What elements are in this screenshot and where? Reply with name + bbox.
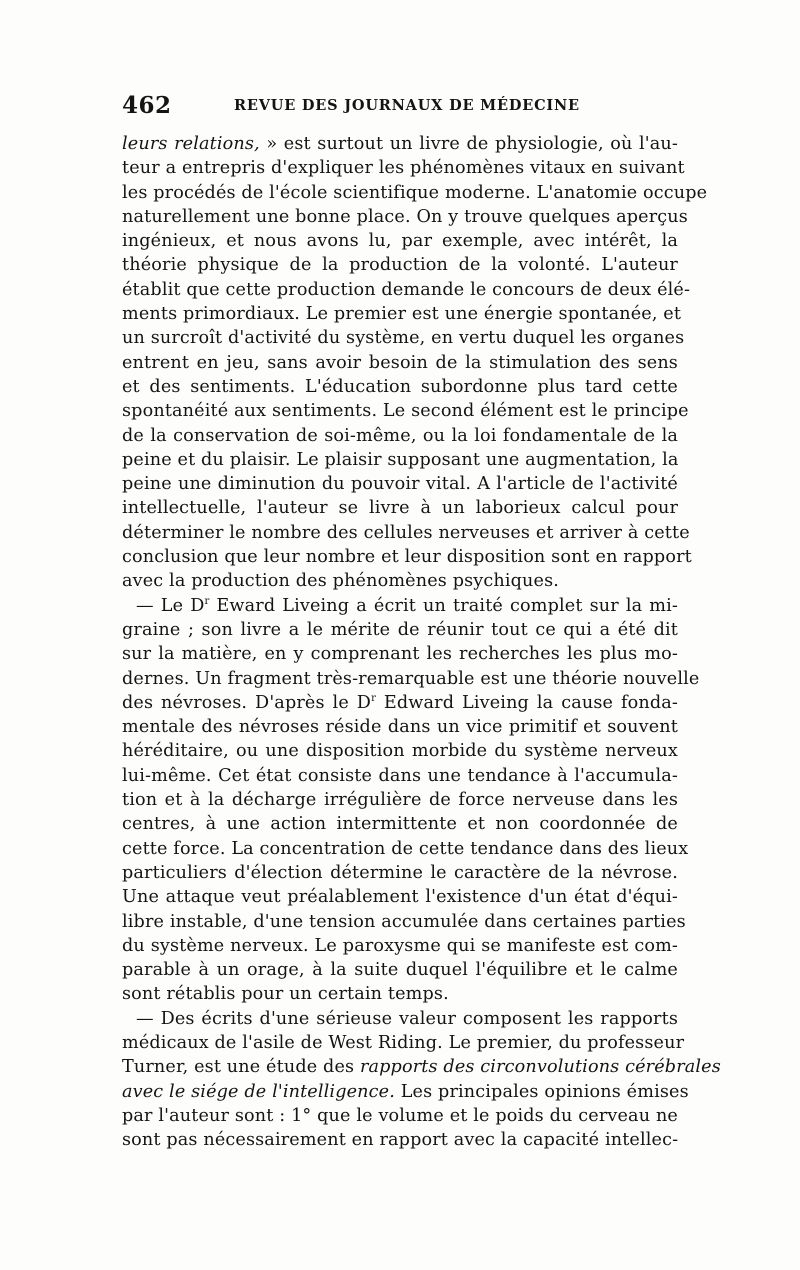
text-span: lui-même. Cet état consiste dans une tendance à l'accumula- [122,765,678,786]
text-span: conclusion que leur nombre et leur disposition sont en rapport [122,547,692,568]
text-line [122,667,700,691]
text-span: tion et à la décharge irrégulière de force nerveuse dans les [122,790,678,811]
text-span: entrent en jeu, sans avoir besoin de la stimulation des sens [122,352,678,373]
text-line [122,1031,685,1055]
text-span: par l'auteur sont : 1° que le volume et le poids du cerveau ne [122,1105,678,1126]
text-span: Edward Liveing la cause fonda- [376,692,678,713]
text-span: Les principales opinions émises [394,1081,689,1102]
text-span: médicaux de l'asile de West Riding. Le premier, du professeur [122,1032,685,1053]
text-line [122,302,682,326]
text-span: ments primordiaux. Le premier est une énergie spontanée, et [122,304,682,325]
text-line [122,351,678,375]
paragraph [122,1007,721,1153]
text-line [122,1055,721,1079]
text-line [122,521,690,545]
text-line [122,375,678,399]
text-line [122,715,678,739]
text-span: du système nerveux. Le paroxysme qui se manifeste est com- [122,935,678,956]
text-span: peine une diminution du pouvoir vital. A l'article de l'activité [122,474,678,495]
running-head [122,92,678,122]
text-line [122,1007,678,1031]
text-line [122,691,678,715]
text-line [122,982,678,1006]
text-line [122,156,685,180]
text-span: — Des écrits d'une sérieuse valeur composent les rapports [136,1008,678,1029]
text-line [122,885,678,909]
text-line [122,1080,689,1104]
text-line [122,229,678,253]
text-line [122,618,678,642]
text-line [122,496,678,520]
text-span: graine ; son livre a le mérite de réunir tout ce qui a été dit [122,619,678,640]
text-line [122,181,708,205]
text-line [122,569,678,593]
text-span: ingénieux, et nous avons lu, par exemple, avec intérêt, la [122,231,678,252]
text-line [122,837,689,861]
text-span: centres, à une action intermittente et non coordonnée de [122,814,678,835]
text-line [122,1128,678,1152]
text-span: particuliers d'élection détermine le caractère de la névrose. [122,862,678,883]
text-line [122,132,678,156]
text-span: Eward Liveing a écrit un traité complet sur la mi- [209,595,678,616]
text-span: établit que cette production demande le concours de deux élé- [122,279,691,300]
text-line [122,472,678,496]
text-line [122,739,678,763]
text-span: naturellement une bonne place. On y trouve quelques aperçus [122,206,688,227]
text-span: parable à un orage, à la suite duquel l'équilibre et le calme [122,960,678,981]
body-text [122,132,721,1152]
text-line [122,861,678,885]
text-line [122,205,688,229]
paragraph [122,594,700,1007]
text-line [122,278,691,302]
text-span: héréditaire, ou une disposition morbide du système nerveux [122,741,678,762]
text-span: Turner, est une étude des [122,1057,360,1078]
text-span: avec la production des phénomènes psychiques. [122,571,560,592]
running-title: REVUE DES JOURNAUX DE MÉDECINE [234,97,580,114]
text-line [122,253,678,277]
text-span: sont rétablis pour un certain temps. [122,984,449,1005]
paragraph [122,132,708,594]
text-line [122,764,678,788]
italic-text: rapports des circonvolutions cérébrales [359,1057,721,1078]
italic-text: avec le siége de l'intelligence. [122,1081,395,1102]
text-span: et des sentiments. L'éducation subordonne plus tard cette [122,376,678,397]
superscript: r [204,595,210,607]
text-span: les procédés de l'école scientifique moderne. L'anatomie occupe [122,182,708,203]
text-span: des névroses. D'après le D [122,692,372,713]
text-line [122,934,678,958]
text-span: teur a entrepris d'expliquer les phénomènes vitaux en suivant [122,158,685,179]
text-line [122,424,678,448]
text-span: — Le D [136,595,205,616]
text-span: libre instable, d'une tension accumulée dans certaines parties [122,911,686,932]
text-span: déterminer le nombre des cellules nerveuses et arriver à cette [122,522,690,543]
text-line [122,812,678,836]
text-span: sont pas nécessairement en rapport avec la capacité intellec- [122,1130,679,1151]
text-span: cette force. La concentration de cette tendance dans des lieux [122,838,689,859]
text-line [122,1104,678,1128]
text-line [122,326,685,350]
page-number: 462 [122,92,172,119]
text-span: un surcroît d'activité du système, en vertu duquel les organes [122,328,685,349]
text-span: spontanéité aux sentiments. Le second élément est le principe [122,401,689,422]
text-span: théorie physique de la production de la volonté. L'auteur [122,255,678,276]
text-span: mentale des névroses réside dans un vice primitif et souvent [122,717,678,738]
text-line [122,545,692,569]
text-span: intellectuelle, l'auteur se livre à un laborieux calcul pour [122,498,678,519]
italic-text: leurs relations, [122,134,260,154]
text-span: Une attaque veut préalablement l'existence d'un état d'équi- [122,887,678,908]
text-line [122,594,678,618]
text-line [122,788,678,812]
text-span: peine et du plaisir. Le plaisir supposant une augmentation, la [122,449,679,470]
text-span: dernes. Un fragment très-remarquable est une théorie nouvelle [122,668,700,689]
text-span: de la conservation de soi-même, ou la loi fondamentale de la [122,425,678,446]
text-line [122,399,689,423]
text-line [122,910,686,934]
text-span: » est surtout un livre de physiologie, où l'au- [259,134,678,154]
text-line [122,958,678,982]
superscript: r [371,692,376,704]
text-span: sur la matière, en y comprenant les recherches les plus mo- [122,644,678,665]
text-line [122,642,678,666]
text-line [122,448,678,472]
